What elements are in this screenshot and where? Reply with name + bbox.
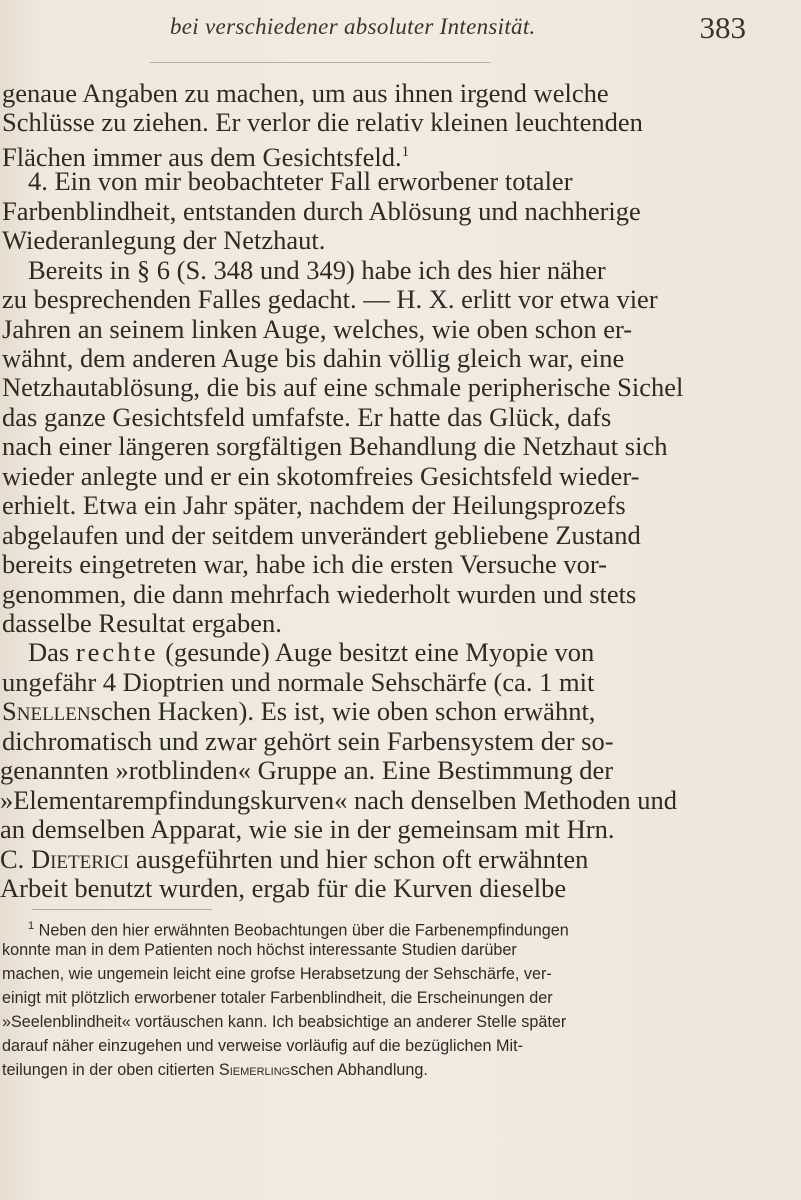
text-line: an demselben Apparat, wie sie in der gemeinsam mit Hrn. (0, 814, 615, 845)
footnote-line: konnte man in dem Patienten noch höchst interessante Studien darüber (2, 941, 517, 959)
text-line: Bereits in § 6 (S. 348 und 349) habe ich des hier näher (28, 254, 606, 285)
text-line: Farbenblindheit, entstanden durch Ablösung und nachherige (2, 195, 641, 226)
text-line: »Elementarempfindungskurven« nach denselben Methoden und (0, 784, 678, 815)
author-name: Siemerling (218, 1061, 291, 1079)
text-line: ungefähr 4 Dioptrien und normale Sehschärfe (ca. 1 mit (2, 666, 595, 697)
text-line: Jahren an seinem linken Auge, welches, wie oben schon er- (2, 313, 633, 344)
footnote-line: darauf näher einzugehen und verweise vorläufig auf die bezüglichen Mit- (2, 1037, 524, 1055)
text-line: wähnt, dem anderen Auge bis dahin völlig gleich war, eine (2, 343, 625, 373)
text-line: Snellenschen Hacken). Es ist, wie oben schon erwähnt, (2, 696, 596, 727)
author-name: Snellen (2, 696, 91, 727)
text-line: genommen, die dann mehrfach wiederholt wurden und stets (2, 578, 637, 609)
text-line: Flächen immer aus dem Gesichtsfeld.$^1$ (2, 141, 410, 172)
text-line: bereits eingetreten war, habe ich die ersten Versuche vor- (2, 549, 607, 580)
text-line: Das rechte (gesunde) Auge besitzt eine Myopie von (28, 637, 595, 668)
text-line: genaue Angaben zu machen, um aus ihnen irgend welche (2, 78, 609, 108)
page-header (150, 8, 750, 48)
text-line: Netzhautablösung, die bis auf eine schmale peripherische Sichel (2, 372, 684, 403)
header-rule (150, 62, 490, 63)
footnote-line: teilungen in der oben citierten Siemerlingschen Abhandlung. (2, 1061, 428, 1079)
footnote-line: »Seelenblindheit« vortäuschen kann. Ich beabsichtige an anderer Stelle später (2, 1013, 567, 1031)
footnote-marker: 1 (28, 920, 35, 932)
footnote-line: machen, wie ungemein leicht eine grofse Herabsetzung der Sehschärfe, ver- (2, 965, 552, 983)
text-line: wieder anlegte und er ein skotomfreies Gesichtsfeld wieder- (2, 460, 640, 491)
text-line: 4. Ein von mir beobachteter Fall erworbener totaler (28, 166, 573, 197)
text-line: zu besprechenden Falles gedacht. — H. X. erlitt vor etwa vier (2, 284, 658, 315)
text-line: Schlüsse zu ziehen. Er verlor die relativ kleinen leuchtenden (2, 107, 643, 138)
text-line: Arbeit benutzt wurden, ergab für die Kurven dieselbe (0, 873, 567, 903)
text-line: Wiederanlegung der Netzhaut. (2, 225, 326, 256)
footnote-rule (32, 909, 212, 910)
text-line: genannten »rotblinden« Gruppe an. Eine Bestimmung der (0, 755, 614, 786)
author-name: Dieterici (30, 843, 130, 874)
footnote-line: einigt mit plötzlich erworbener totaler Farbenblindheit, die Erscheinungen der (2, 989, 553, 1007)
running-head: bei verschiedener absoluter Intensität. (170, 14, 536, 39)
page-number: 383 (699, 10, 746, 45)
footnote-reference: 1 (401, 143, 410, 160)
emphasized-word: rechte (75, 637, 159, 668)
text-line: erhielt. Etwa ein Jahr später, nachdem der Heilungsprozefs (2, 490, 626, 521)
text-line: dasselbe Resultat ergaben. (2, 608, 282, 638)
text-line: C. Dieterici ausgeführten und hier schon oft erwähnten (0, 843, 589, 874)
text-line: dichromatisch und zwar gehört sein Farbensystem der so- (2, 725, 614, 756)
text-line: nach einer längeren sorgfältigen Behandlung die Netzhaut sich (2, 431, 668, 462)
text-line: das ganze Gesichtsfeld umfafste. Er hatte das Glück, dafs (2, 401, 612, 432)
text-line: abgelaufen und der seitdem unverändert gebliebene Zustand (2, 519, 641, 550)
footnote-line: $^1$ Neben den hier erwähnten Beobachtungen über die Farbenempfindungen (28, 920, 569, 940)
